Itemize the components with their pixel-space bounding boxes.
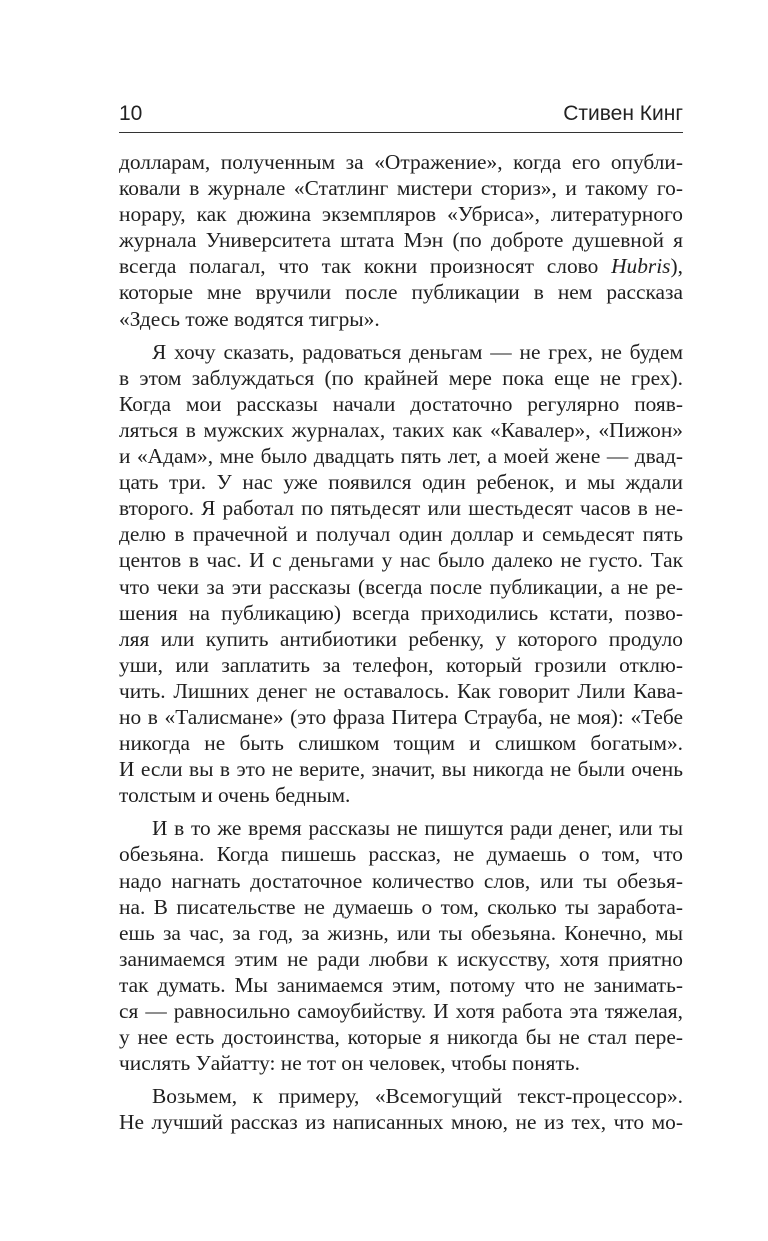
body-text <box>119 149 683 1135</box>
text-line: делю в прачечной и получал один доллар и семьдесят пять <box>119 522 683 547</box>
text-line: чить. Лишних денег не оставалось. Как говорит Лили Кава- <box>119 678 683 703</box>
page-number: 10 <box>119 102 143 125</box>
text-line: всегда полагал, что так кокни произносят слово Hubris), <box>119 254 683 279</box>
text-line: и «Адам», мне было двадцать пять лет, а моей жене — двад- <box>119 444 683 469</box>
text-line: надо нагнать достаточное количество слов, или ты обезья- <box>119 868 683 893</box>
text-fragment: всегда полагал, что так кокни произносят слово <box>119 254 612 279</box>
text-line: ляться в мужских журналах, таких как «Кавалер», «Пижон» <box>119 417 683 442</box>
page-header <box>119 100 683 133</box>
text-line: обезьяна. Когда пишешь рассказ, не думаешь о том, что <box>119 842 683 867</box>
text-line: у нее есть достоинства, которые я никогда бы не стал пере- <box>119 1025 683 1050</box>
text-line: ся — равносильно самоубийству. И хотя работа эта тяжелая, <box>119 999 683 1023</box>
text-line: в этом заблуждаться (по крайней мере пока еще не грех). <box>119 365 683 390</box>
text-line: которые мне вручили после публикации в нем рассказа <box>119 280 683 305</box>
text-line: на. В писательстве не думаешь о том, сколько ты заработа- <box>119 894 683 919</box>
text-line: Не лучший рассказ из написанных мною, не из тех, что мо- <box>119 1110 683 1135</box>
text-line: Когда мои рассказы начали достаточно регулярно появ- <box>119 391 683 416</box>
text-fragment: ) <box>670 254 678 279</box>
text-line: но в «Талисмане» (это фраза Питера Страуба, не моя): «Тебе <box>119 704 683 729</box>
text-line: цать три. У нас уже появился один ребенок, и мы ждали <box>119 470 683 495</box>
paragraph <box>119 815 683 1076</box>
text-line: ковали в журнале «Статлинг мистери сториз», и такому го- <box>119 176 683 201</box>
running-head-author: Стивен Кинг <box>563 102 683 125</box>
text-line: ляя или купить антибиотики ребенку, у которого продуло <box>119 626 683 651</box>
text-line: второго. Я работал по пятьдесят или шестьдесят часов в не- <box>119 496 683 521</box>
text-line: что чеки за эти рассказы (всегда после публикации, а не ре- <box>119 574 683 599</box>
italic-word: Hubris <box>611 254 671 279</box>
text-line: так думать. Мы занимаемся этим, потому что не занимать- <box>119 972 683 997</box>
text-line: никогда не быть слишком тощим и слишком богатым». <box>119 731 683 756</box>
paragraph <box>119 339 683 809</box>
text-line: Возьмем, к примеру, «Всемогущий текст-процессор». <box>152 1084 683 1109</box>
text-line: Я хочу сказать, радоваться деньгам — не грех, не будем <box>152 339 683 364</box>
text-line: шения на публикацию) всегда приходились кстати, позво- <box>119 600 683 625</box>
text-line: занимаемся этим не ради любви к искусству, хотя приятно <box>119 946 683 971</box>
text-line: «Здесь тоже водятся тигры». <box>119 306 380 331</box>
text-line: журнала Университета штата Мэн (по доброте душевной я <box>119 228 683 253</box>
text-line: числять Уайатту: не тот он человек, чтобы понять. <box>119 1051 580 1076</box>
text-line: И если вы в это не верите, значит, вы никогда не были очень <box>119 757 683 782</box>
text-line: ешь за час, за год, за жизнь, или ты обезьяна. Конечно, мы <box>119 920 683 945</box>
text-line: норару, как дюжина экземпляров «Убриса», литературного <box>119 202 683 227</box>
paragraph <box>119 1083 683 1135</box>
text-line: И в то же время рассказы не пишутся ради денег, или ты <box>152 816 683 841</box>
text-line: долларам, полученным за «Отражение», когда его опубли- <box>119 150 683 174</box>
text-line: центов в час. И с деньгами у нас было далеко не густо. Так <box>119 548 683 573</box>
paragraph <box>119 149 683 332</box>
text-line: уши, или заплатить за телефон, который грозили отклю- <box>119 652 683 677</box>
text-line: толстым и очень бедным. <box>119 783 351 808</box>
